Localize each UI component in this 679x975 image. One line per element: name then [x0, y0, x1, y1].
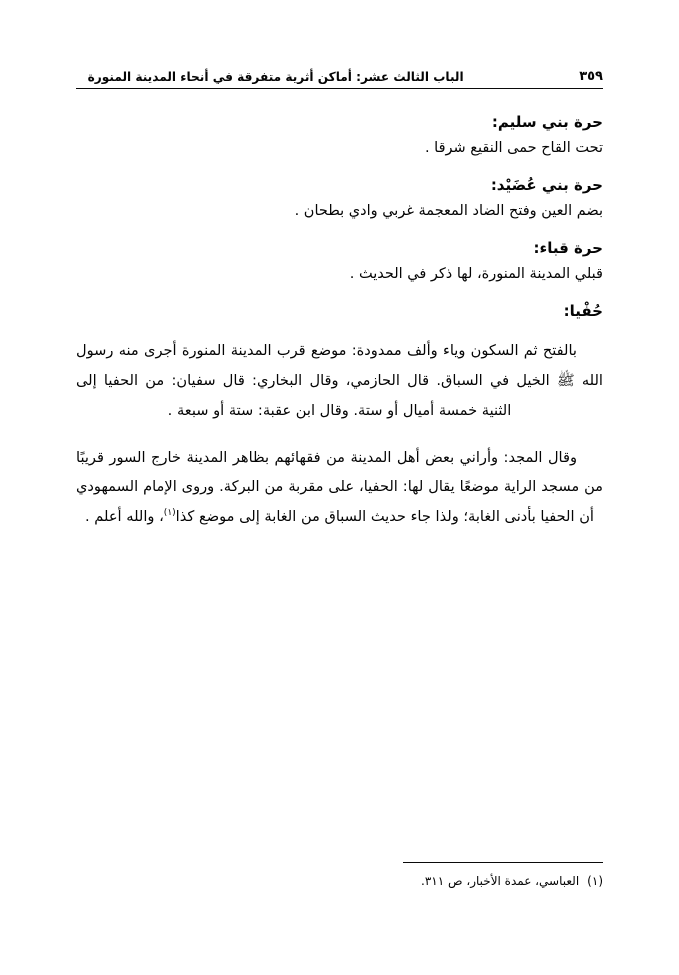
entry-body: قبلي المدينة المنورة، لها ذكر في الحديث . [349, 265, 603, 282]
page-number: ٣٥٩ [579, 68, 603, 84]
entry-harrat-bani-udayd [76, 175, 603, 225]
line: ابن عقبة: ستة أو سبعة . [167, 401, 316, 419]
header-divider [76, 88, 603, 89]
entry-heading: حرة بني عُضَيْد: [490, 176, 603, 195]
entry-body: بضم العين وفتح الضاد المعجمة غربي وادي بطحان . [294, 202, 603, 219]
line: أجرى منه رسول الله ﷺ الخيل في السباق. قال الحازمي، وقال [76, 341, 603, 389]
line: خارج السور قريبًا من مسجد الراية موضعًا يقال لها: الحفيا، على مقربة [76, 448, 604, 496]
footnote-marker: (١) [587, 874, 603, 888]
spacer [76, 426, 603, 443]
footnote-divider [403, 862, 603, 863]
entry-heading: حرة قباء: [533, 239, 603, 258]
running-head [76, 58, 603, 84]
entry-hufya [76, 301, 603, 532]
entry-harrat-bani-sulaym [76, 112, 603, 162]
footnote-text: العباسي، عمدة الأخبار، ص ٣١١. [421, 874, 580, 888]
spacer [76, 162, 603, 175]
page-body [76, 112, 603, 532]
line: البخاري: قال سفيان: من الحفيا إلى الثنية خمسة أميال أو ستة. وقال [76, 371, 512, 419]
line: وقال المجد: وأراني بعض أهل المدينة من فقهائهم بظاهر المدينة [186, 448, 578, 466]
running-head-title: الباب الثالث عشر: أماكن أثرية متفرقة في أنحاء المدينة المنورة [87, 69, 464, 85]
entry-heading: حرة بني سليم: [491, 113, 603, 131]
footnote-reference[interactable]: (١) [163, 508, 176, 519]
spacer [76, 225, 603, 238]
entry-harrat-quba [76, 238, 603, 288]
paragraph-hufya-2 [76, 443, 603, 533]
line: حديث السباق من الغابة إلى موضع كذا [175, 508, 406, 526]
footnote [76, 872, 603, 891]
line: بالفتح ثم السكون وياء وألف ممدودة: موضع قرب المدينة المنورة [181, 341, 577, 359]
line: ، والله أعلم . [85, 508, 164, 526]
spacer [76, 323, 603, 336]
entry-heading: حُفْيا: [563, 302, 603, 321]
entry-body: تحت القاح حمى النقيع شرقا . [424, 139, 603, 156]
line: من البركة. وروى الإمام السمهودي أن الحفيا بأدنى الغابة؛ ولذا جاء [76, 478, 594, 526]
spacer [76, 288, 603, 301]
paragraph-hufya-1 [76, 336, 603, 426]
